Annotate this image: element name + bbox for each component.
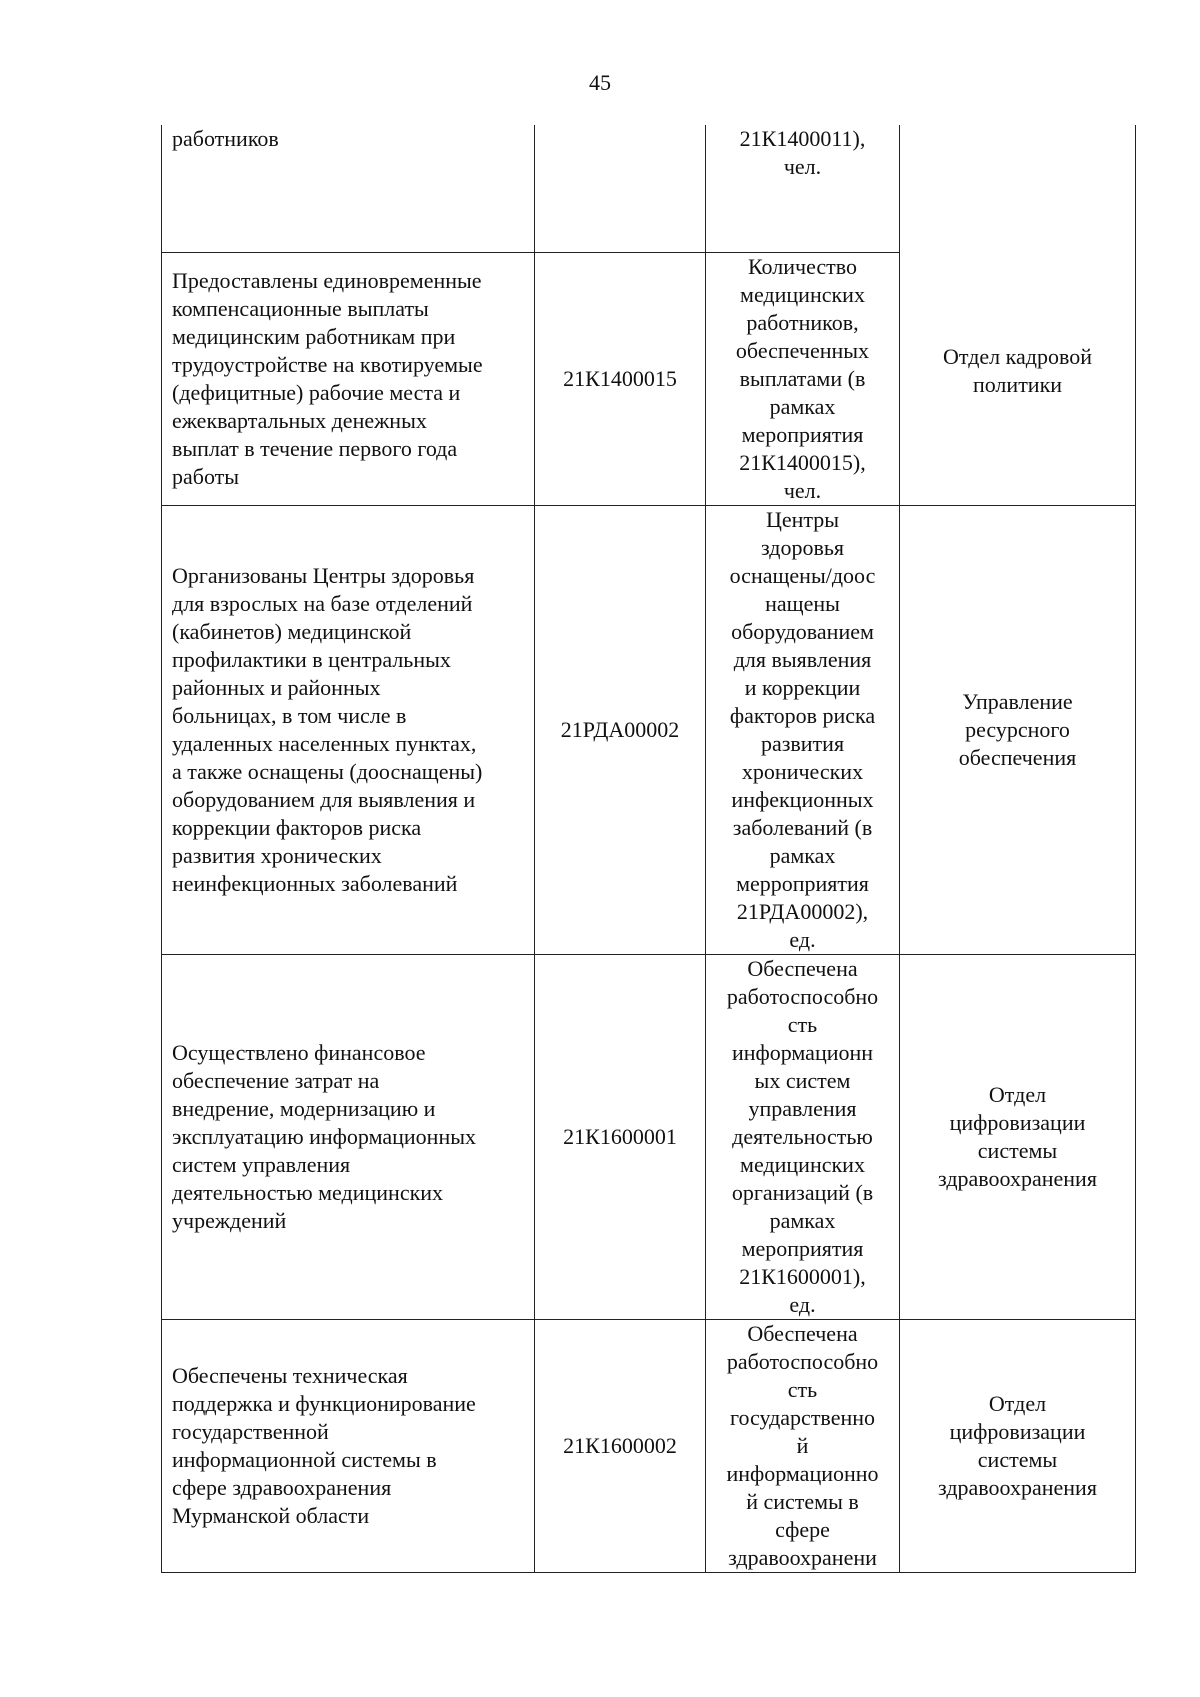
result-line: профилактики в центральных: [172, 646, 451, 672]
indicator-line: сфере: [775, 1516, 830, 1542]
measures-table: [161, 125, 1136, 1573]
indicator-line: чел.: [783, 477, 822, 503]
result-line: государственной: [172, 1418, 329, 1444]
responsible-line: Отдел: [988, 1081, 1047, 1107]
result-line: удаленных населенных пунктах,: [172, 730, 477, 756]
result-line: обеспечение затрат на: [172, 1067, 380, 1093]
indicator-cell: [706, 252, 900, 505]
indicator-line: работоспособно: [726, 1348, 879, 1374]
indicator-line: управления: [748, 1095, 857, 1121]
responsible-cell: [900, 505, 1136, 954]
indicator-line: здравоохранени: [728, 1544, 877, 1570]
result-line: деятельностью медицинских: [172, 1179, 444, 1205]
indicator-cell: [706, 505, 900, 954]
table-row: [162, 505, 1136, 954]
indicator-line: 21К1400011),: [739, 126, 866, 151]
result-line: поддержка и функционирование: [172, 1390, 476, 1416]
result-line: оборудованием для выявления и: [172, 786, 476, 812]
code-cell: 21К1600002: [535, 1319, 706, 1572]
code-cell: 21К1600001: [535, 954, 706, 1319]
indicator-line: информационно: [726, 1460, 879, 1486]
code-cell: [535, 125, 706, 252]
result-line: районных и районных: [172, 674, 381, 700]
indicator-line: Центры: [765, 506, 840, 532]
result-line: Предоставлены единовременные: [172, 267, 482, 293]
indicator-line: 21К1600001),: [739, 1263, 866, 1289]
result-line: развития хронических: [172, 842, 382, 868]
table-row: [162, 125, 1136, 252]
result-line: систем управления: [172, 1151, 351, 1177]
responsible-cell: [900, 954, 1136, 1319]
result-cell: [162, 252, 535, 505]
page-number: 45: [589, 70, 611, 95]
indicator-line: факторов риска: [729, 702, 876, 728]
indicator-line: выплатами (в: [739, 365, 866, 391]
result-line: выплат в течение первого года: [172, 435, 458, 461]
result-line: эксплуатацию информационных: [172, 1123, 477, 1149]
result-line: сфере здравоохранения: [172, 1474, 392, 1500]
indicator-cell: [706, 1319, 900, 1572]
indicator-line: сть: [787, 1011, 818, 1037]
responsible-cell: [900, 125, 1136, 505]
responsible-line: цифровизации: [949, 1109, 1086, 1135]
indicator-line: Обеспечена: [747, 955, 858, 981]
responsible-line: системы: [977, 1137, 1058, 1163]
indicator-line: сть: [787, 1376, 818, 1402]
result-cell: [162, 125, 535, 252]
indicator-cell: [706, 125, 900, 252]
result-cell: [162, 1319, 535, 1572]
responsible-line: Отдел кадровой: [943, 343, 1092, 369]
responsible-line: здравоохранения: [938, 1474, 1097, 1500]
indicator-line: медицинских: [740, 281, 865, 307]
indicator-line: работоспособно: [726, 983, 879, 1009]
indicator-line: здоровья: [760, 534, 845, 560]
indicator-line: организаций (в: [731, 1179, 874, 1205]
indicator-line: обеспеченных: [735, 337, 870, 363]
indicator-line: деятельностью: [732, 1123, 873, 1149]
indicator-line: 21РДА00002),: [736, 898, 869, 924]
indicator-line: для выявления: [733, 646, 872, 672]
indicator-line: й системы в: [746, 1488, 859, 1514]
responsible-line: обеспечения: [958, 744, 1077, 770]
responsible-cell: [900, 1319, 1136, 1572]
result-line: больницах, в том числе в: [172, 702, 407, 728]
responsible-line: ресурсного: [965, 716, 1070, 742]
result-line: ежеквартальных денежных: [172, 407, 427, 433]
indicator-cell: [706, 954, 900, 1319]
indicator-line: государственно: [729, 1404, 876, 1430]
indicator-line: и коррекции: [744, 674, 861, 700]
indicator-line: мероприятия: [741, 1235, 864, 1261]
result-line: информационной системы в: [172, 1446, 437, 1472]
indicator-line: й: [796, 1432, 809, 1458]
responsible-line: здравоохранения: [938, 1165, 1097, 1191]
code-cell: 21РДА00002: [535, 505, 706, 954]
result-line: медицинским работникам при: [172, 323, 456, 349]
indicator-line: заболеваний (в: [732, 814, 873, 840]
result-line: Организованы Центры здоровья: [172, 562, 475, 588]
indicator-line: ед.: [789, 926, 816, 952]
indicator-line: ед.: [789, 1291, 816, 1317]
code-cell: 21К1400015: [535, 252, 706, 505]
responsible-line: политики: [972, 371, 1063, 397]
result-line: Обеспечены техническая: [172, 1362, 408, 1388]
result-cell: [162, 954, 535, 1319]
indicator-line: нащены: [765, 590, 840, 616]
result-line: неинфекционных заболеваний: [172, 870, 458, 896]
indicator-line: рамках: [769, 393, 836, 419]
indicator-line: мероприятия: [741, 421, 864, 447]
result-line: внедрение, модернизацию и: [172, 1095, 436, 1121]
indicator-line: работников,: [746, 309, 859, 335]
indicator-line: оборудованием: [731, 618, 874, 644]
indicator-line: Обеспечена: [747, 1320, 858, 1346]
indicator-line: рамках: [769, 842, 836, 868]
table-row: [162, 1319, 1136, 1572]
indicator-line: информационн: [731, 1039, 874, 1065]
result-line: для взрослых на базе отделений: [172, 590, 473, 616]
result-line: а также оснащены (дооснащены): [172, 758, 483, 784]
result-line: учреждений: [172, 1207, 287, 1233]
result-line: работы: [172, 463, 240, 489]
indicator-line: 21К1400015),: [739, 449, 866, 475]
result-line: трудоустройстве на квотируемые: [172, 351, 483, 377]
result-line: (дефицитные) рабочие места и: [172, 379, 461, 405]
indicator-line: хронических: [741, 758, 864, 784]
indicator-line: рамках: [769, 1207, 836, 1233]
table-row: [162, 954, 1136, 1319]
result-line: компенсационные выплаты: [172, 295, 429, 321]
responsible-line: цифровизации: [949, 1418, 1086, 1444]
result-line: работников: [172, 126, 279, 151]
indicator-line: чел.: [783, 154, 822, 179]
indicator-line: ых систем: [754, 1067, 851, 1093]
result-line: Мурманской области: [172, 1502, 370, 1528]
result-line: Осуществлено финансовое: [172, 1039, 426, 1065]
indicator-line: мерроприятия: [736, 870, 869, 896]
result-cell: [162, 505, 535, 954]
result-line: (кабинетов) медицинской: [172, 618, 412, 644]
indicator-line: развития: [760, 730, 845, 756]
indicator-line: инфекционных: [731, 786, 874, 812]
responsible-line: Отдел: [988, 1390, 1047, 1416]
indicator-line: оснащены/доос: [729, 562, 876, 588]
indicator-line: Количество: [747, 253, 858, 279]
result-line: коррекции факторов риска: [172, 814, 422, 840]
responsible-line: Управление: [962, 688, 1073, 714]
responsible-line: системы: [977, 1446, 1058, 1472]
indicator-line: медицинских: [740, 1151, 865, 1177]
